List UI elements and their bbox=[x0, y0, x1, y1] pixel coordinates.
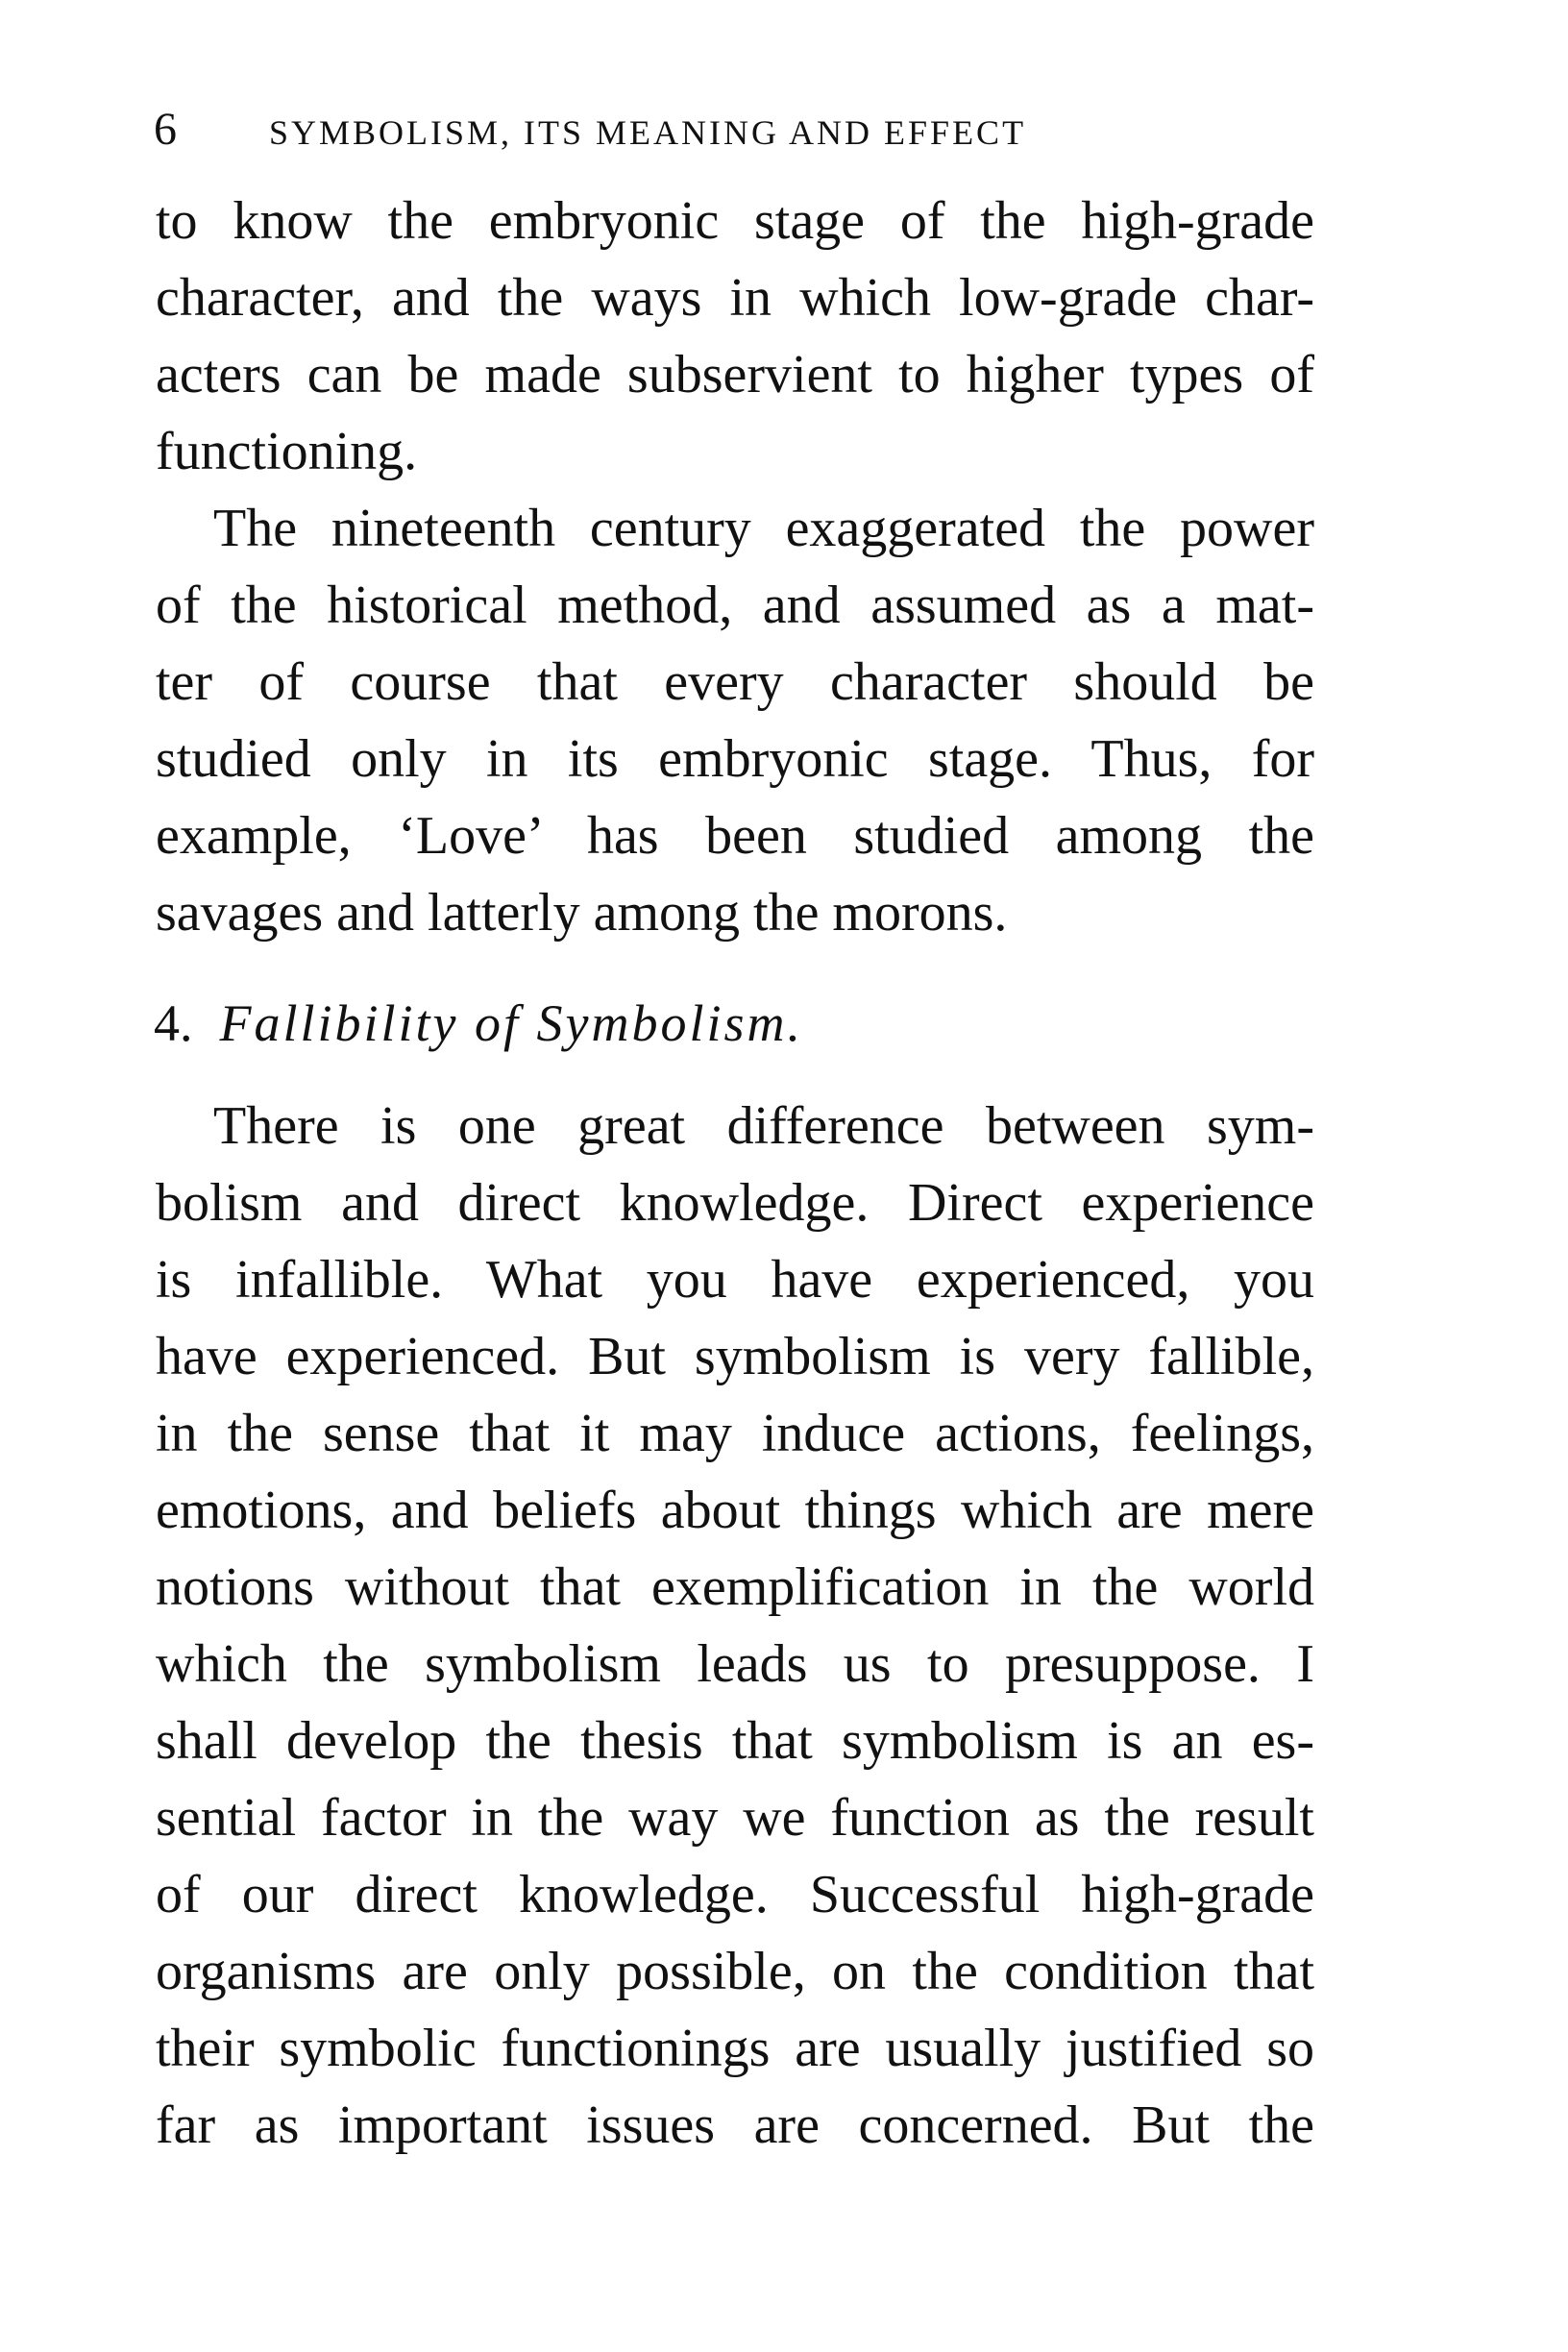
section-number: 4. bbox=[154, 994, 193, 1052]
paragraph3-line: which the symbolism leads us to presuppose. I bbox=[156, 1634, 1314, 1694]
paragraph3-line: of our direct knowledge. Successful high-grade bbox=[156, 1865, 1314, 1924]
paragraph3-line: in the sense that it may induce actions, feelings, bbox=[156, 1404, 1314, 1463]
paragraph1-line: functioning. bbox=[156, 422, 418, 481]
paragraph3-line: bolism and direct knowledge. Direct experience bbox=[156, 1173, 1314, 1233]
paragraph3-line: their symbolic functionings are usually justified so bbox=[156, 2019, 1314, 2078]
paragraph1-line: to know the embryonic stage of the high-grade bbox=[156, 191, 1314, 251]
paragraph3-line: far as important issues are concerned. But the bbox=[156, 2095, 1314, 2155]
paragraph3-line: emotions, and beliefs about things which are mere bbox=[156, 1481, 1314, 1540]
paragraph3-line: notions without that exemplification in the world bbox=[156, 1557, 1314, 1617]
paragraph3-line: is infallible. What you have experienced, you bbox=[156, 1250, 1314, 1310]
paragraph3-line: sential factor in the way we function as the result bbox=[156, 1788, 1314, 1848]
paragraph2-line: of the historical method, and assumed as a mat- bbox=[156, 576, 1314, 635]
paragraph1-line: acters can be made subservient to higher types of bbox=[156, 345, 1314, 404]
paragraph2-line: ter of course that every character should be bbox=[156, 652, 1314, 712]
paragraph3-line: There is one great difference between sym- bbox=[213, 1096, 1314, 1156]
running-title: SYMBOLISM, ITS MEANING AND EFFECT bbox=[269, 113, 1027, 152]
paragraph3-line: organisms are only possible, on the condition that bbox=[156, 1942, 1314, 2001]
section-heading bbox=[154, 980, 1018, 1066]
paragraph2-line: savages and latterly among the morons. bbox=[156, 883, 1008, 943]
paragraph3-line: shall develop the thesis that symbolism is an es- bbox=[156, 1711, 1314, 1771]
paragraph2-line: example, ‘Love’ has been studied among the bbox=[156, 806, 1314, 866]
paragraph1-line: character, and the ways in which low-grade char- bbox=[156, 268, 1314, 328]
paragraph3-line: have experienced. But symbolism is very fallible, bbox=[156, 1327, 1314, 1386]
running-head bbox=[154, 96, 1326, 163]
section-title: Fallibility of Symbolism. bbox=[219, 994, 803, 1052]
paragraph2-line: The nineteenth century exaggerated the power bbox=[213, 499, 1314, 558]
paragraph2-line: studied only in its embryonic stage. Thus, for bbox=[156, 729, 1314, 789]
page-number: 6 bbox=[154, 104, 177, 155]
